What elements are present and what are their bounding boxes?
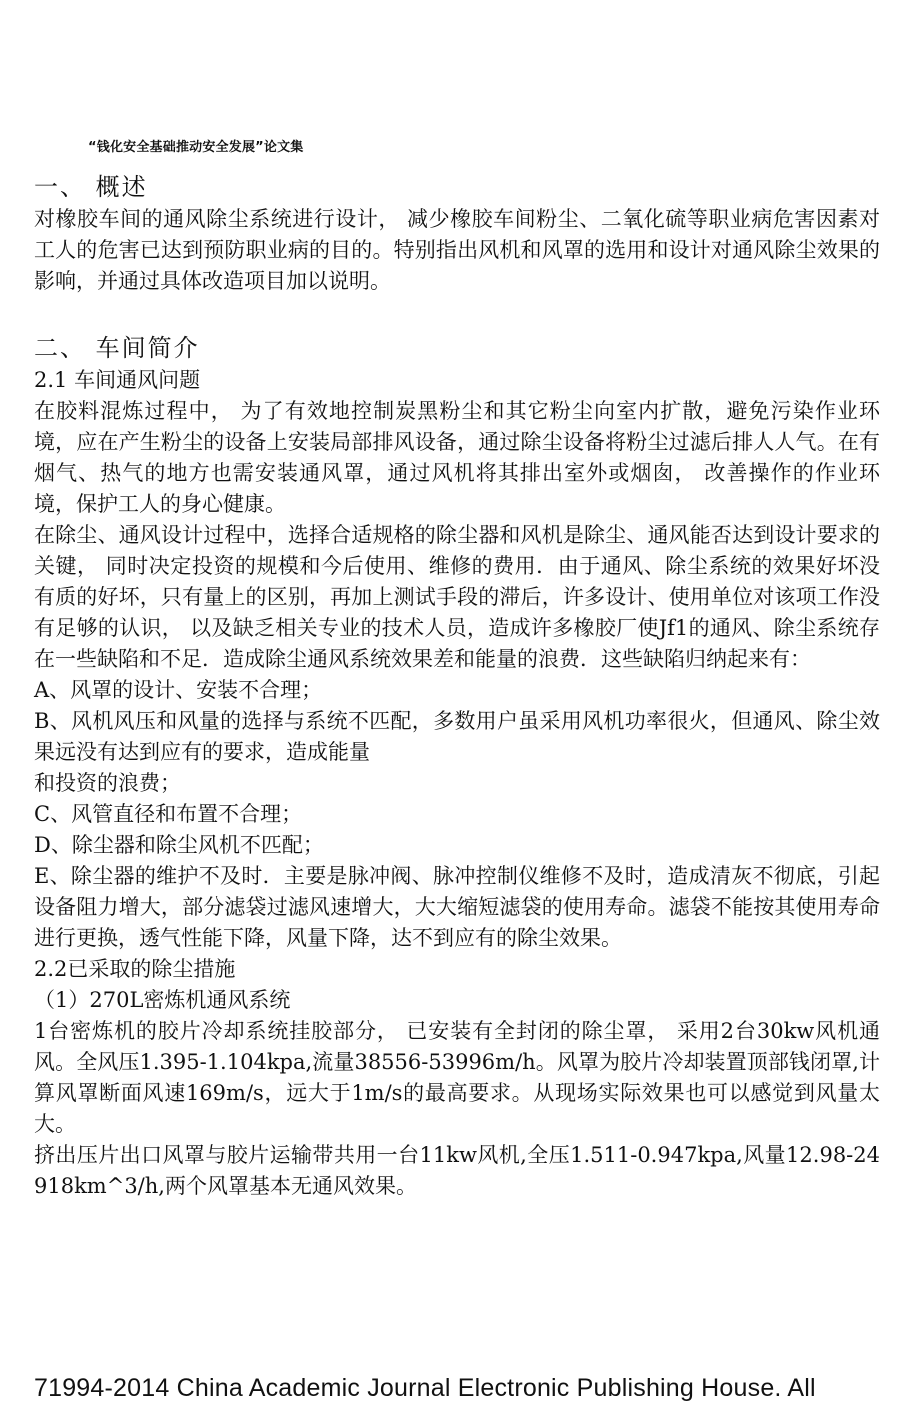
subsection-heading-measures: 2.2已采取的除尘措施 xyxy=(34,957,236,981)
copyright-footer: 71994-2014 China Academic Journal Electronic Publishing House. All xyxy=(34,1374,816,1402)
paragraph-270l-system: 1台密炼机的胶片冷却系统挂胶部分， 已安装有全封闭的除尘罩， 采用2台30kw风机通风。全风压1.395-1.104kpa,流量38556-53996m/h。风罩为胶片冷却装置顶部钱闭罩,计算风罩断面风速169m/s，远大于1m/s的最高要求。从现场实际效果也可以感觉到风量太大。 xyxy=(34,1019,880,1136)
section-heading-overview: 一、 概述 xyxy=(34,173,148,201)
article-body xyxy=(34,170,880,1202)
paragraph-mixing-process: 在胶料混炼过程中， 为了有效地控制炭黑粉尘和其它粉尘向室内扩散，避免污染作业环境，应在产生粉尘的设备上安装局部排风设备，通过除尘设备将粉尘过滤后排人人气。在有烟气、热气的地方也需安装通风罩，通过风机将其排出室外或烟囱， 改善操作的作业环境，保护工人的身心健康。 xyxy=(34,399,880,516)
subsubsection-heading-270l: （1）270L密炼机通风系统 xyxy=(34,988,291,1012)
list-item-e: E、除尘器的维护不及时．主要是脉冲阀、脉冲控制仪维修不及时，造成清灰不彻底，引起设备阻力增大，部分滤袋过滤风速增大，大大缩短滤袋的使用寿命。滤袋不能按其使用寿命进行更换，透气性能下降，风量下降，达不到应有的除尘效果。 xyxy=(34,864,880,950)
paragraph-extrusion-hood: 挤出压片出口风罩与胶片运输带共用一台11kw风机,全压1.511-0.947kpa,风量12.98-24918km^3/h,两个风罩基本无通风效果。 xyxy=(34,1143,880,1198)
list-item-b-continued: 和投资的浪费； xyxy=(34,771,181,795)
paragraph-design-process: 在除尘、通风设计过程中，选择合适规格的除尘器和风机是除尘、通风能否达到设计要求的关键， 同时决定投资的规模和今后使用、维修的费用．由于通风、除尘系统的效果好坏没有质的好坏，只有量上的区别，再加上测试手段的滞后，许多设计、使用单位对该项工作没有足够的认识， 以及缺乏相关专业的技术人员，造成许多橡胶厂使Jf1的通风、除尘系统存在一些缺陷和不足．造成除尘通风系统效果差和能量的浪费．这些缺陷归纳起来有： xyxy=(34,523,880,671)
list-item-a: A、风罩的设计、安装不合理； xyxy=(34,678,323,702)
list-item-c: C、风管直径和布置不合理； xyxy=(34,802,303,826)
list-item-b: B、风机风压和风量的选择与系统不匹配，多数用户虽采用风机功率很火，但通风、除尘效果远没有达到应有的要求，造成能量 xyxy=(34,709,880,764)
subsection-heading-ventilation: 2.1 车间通风问题 xyxy=(34,368,201,392)
section-heading-workshop: 二、 车间简介 xyxy=(34,334,200,362)
list-item-d: D、除尘器和除尘风机不匹配； xyxy=(34,833,324,857)
running-header: “钱化安全基础推动安全发展”论文集 xyxy=(88,140,304,155)
paragraph-overview: 对橡胶车间的通风除尘系统进行设计， 减少橡胶车间粉尘、二氧化硫等职业病危害因素对工人的危害已达到预防职业病的目的。特别指出风机和风罩的选用和设计对通风除尘效果的影响，并通过具体改造项目加以说明。 xyxy=(34,207,880,293)
section-spacer xyxy=(34,297,880,331)
